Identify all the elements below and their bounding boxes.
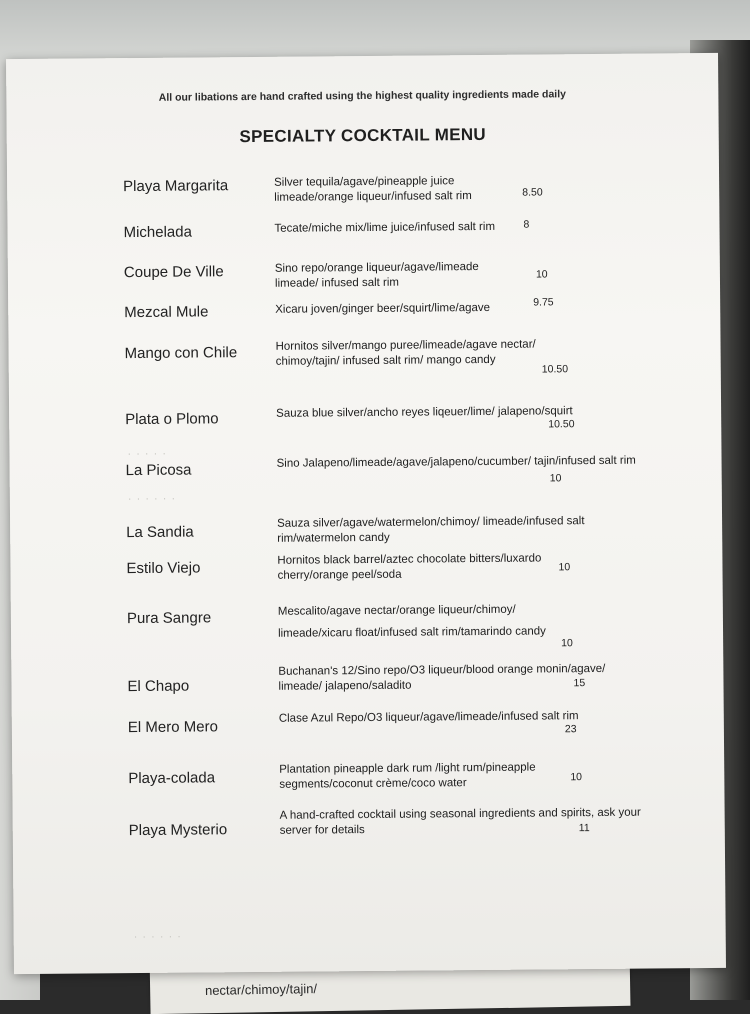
menu-item	[10, 453, 722, 485]
item-description: Sauza blue silver/ancho reyes liqeuer/lime/ jalapeno/squirt	[276, 405, 573, 420]
item-description: Sauza silver/agave/watermelon/chimoy/ limeade/infused salt rim/watermelon candy	[277, 515, 585, 545]
menu-sheet	[6, 53, 726, 974]
item-description: Plantation pineapple dark rum /light rum/pineapple segments/coconut crème/coco water	[279, 761, 536, 791]
item-price: 10	[558, 561, 571, 574]
item-price: 23	[564, 723, 577, 736]
item-name: Mezcal Mule	[124, 303, 209, 322]
item-price: 8	[523, 218, 530, 231]
item-name: Playa-colada	[128, 769, 216, 788]
item-price: 9.75	[533, 296, 554, 309]
item-price: 8.50	[522, 186, 543, 199]
menu-item	[8, 257, 720, 290]
item-description: Mescalito/agave nectar/orange liqueur/chimoy/ limeade/xicaru float/infused salt rim/tamarindo candy	[277, 603, 546, 640]
item-name: El Mero Mero	[127, 718, 218, 737]
item-description: Buchanan's 12/Sino repo/O3 liqueur/blood orange monin/agave/ limeade/ jalapeno/saladito	[278, 662, 606, 693]
menu-item	[12, 708, 724, 737]
item-description: Hornitos silver/mango puree/limeade/agave nectar/ chimoy/tajin/ infused salt rim/ mango candy	[275, 338, 536, 368]
item-description: Tecate/miche mix/lime juice/infused salt rim	[274, 220, 496, 235]
menu-title: SPECIALTY COCKTAIL MENU	[239, 124, 487, 147]
item-price: 10	[535, 268, 548, 281]
menu-item	[8, 336, 720, 376]
item-name: Coupe De Ville	[123, 263, 224, 282]
item-name: La Sandia	[126, 523, 194, 542]
item-price: 10	[570, 771, 583, 784]
item-description: Sino Jalapeno/limeade/agave/jalapeno/cucumber/ tajin/infused salt rim	[276, 454, 636, 470]
menu-item	[7, 173, 719, 204]
item-description: Hornitos black barrel/aztec chocolate bitters/luxardo cherry/orange peel/soda	[277, 552, 542, 582]
item-price: 10.50	[548, 418, 575, 431]
item-description: Sino repo/orange liqueur/agave/limeade limeade/ infused salt rim	[274, 261, 479, 290]
menu-item	[13, 805, 725, 840]
item-price: 10.50	[541, 363, 569, 376]
bleed-through-mark: · · · · ·	[127, 447, 168, 461]
menu-item	[10, 550, 722, 582]
menu-item	[10, 513, 722, 545]
item-name: Michelada	[123, 223, 192, 242]
under-sheet-text: nectar/chimoy/tajin/	[204, 981, 318, 998]
item-price: 11	[578, 822, 590, 835]
item-name: Pura Sangre	[126, 609, 212, 628]
item-description: Xicaru joven/ginger beer/squirt/lime/agave	[275, 301, 491, 316]
menu-tagline: All our libations are hand crafted using the highest quality ingredients made daily	[158, 88, 567, 104]
background-top	[0, 0, 750, 60]
item-name: Estilo Viejo	[126, 559, 201, 578]
item-name: El Chapo	[127, 677, 190, 696]
item-name: Playa Mysterio	[128, 821, 228, 840]
item-description: Silver tequila/agave/pineapple juice limeade/orange liqueur/infused salt rim	[274, 175, 472, 204]
item-price: 10	[549, 472, 562, 485]
bleed-through-mark: · · · · · ·	[127, 492, 177, 506]
item-name: Mango con Chile	[124, 344, 238, 363]
item-name: La Picosa	[125, 461, 192, 480]
menu-item	[7, 217, 719, 242]
item-price: 10	[561, 637, 573, 650]
menu-item	[12, 759, 724, 791]
item-name: Playa Margarita	[123, 177, 229, 196]
menu-item	[11, 597, 723, 650]
bleed-through-mark: · · · · · ·	[133, 930, 183, 944]
item-name: Plata o Plomo	[125, 410, 219, 429]
item-price: 15	[573, 677, 586, 690]
menu-item	[8, 296, 720, 322]
menu-item	[11, 661, 723, 696]
menu-item	[9, 403, 721, 431]
item-description: Clase Azul Repo/O3 liqueur/agave/limeade/infused salt rim	[278, 710, 579, 725]
item-description: A hand-crafted cocktail using seasonal ingredients and spirits, ask your server for details	[279, 806, 641, 837]
